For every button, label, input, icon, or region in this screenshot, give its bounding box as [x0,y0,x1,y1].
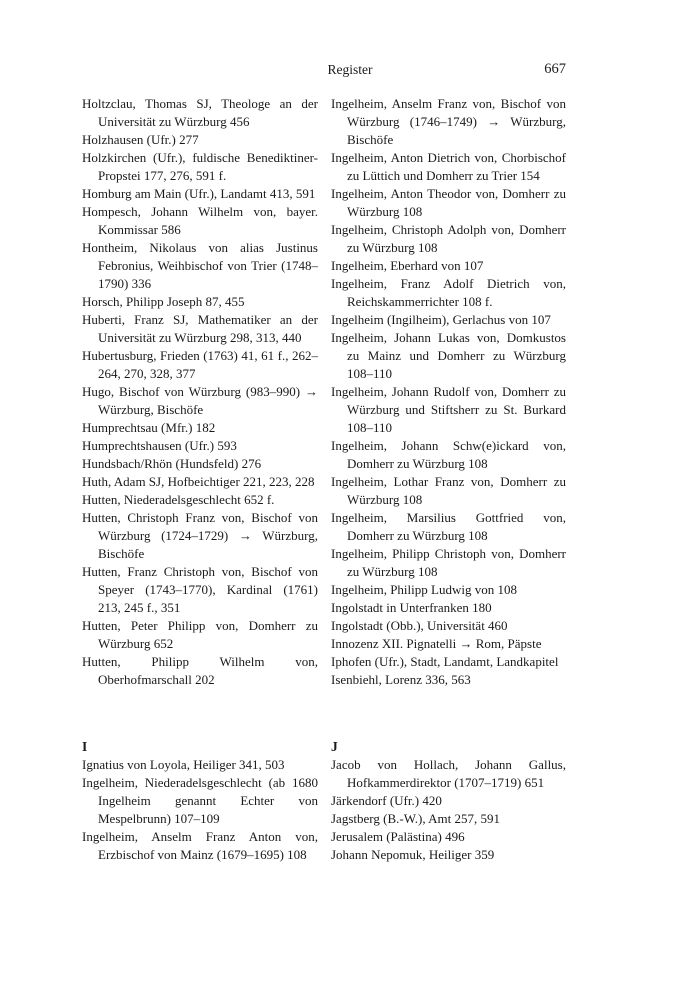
index-entry: Holzkirchen (Ufr.), fuldische Benediktiner-Propstei 177, 276, 591 f. [82,150,318,183]
index-entry: Ingelheim, Niederadelsgeschlecht (ab 1680 Ingelheim genannt Echter von Mespelbrunn) 107–109 [82,775,318,826]
running-head [0,62,700,82]
index-entry: Huth, Adam SJ, Hofbeichtiger 221, 223, 228 [82,474,315,489]
index-entry: Ingelheim, Anton Theodor von, Domherr zu Würzburg 108 [331,186,566,219]
index-entry: Ingelheim, Franz Adolf Dietrich von, Reichskammerrichter 108 f. [331,276,566,309]
index-entry: Jerusalem (Palästina) 496 [331,829,465,844]
index-column-left [82,95,318,689]
index-entry: Holtzclau, Thomas SJ, Theologe an der Universität zu Würzburg 456 [82,96,318,129]
index-entry: Hutten, Niederadelsgeschlecht 652 f. [82,492,275,507]
index-entry: Ignatius von Loyola, Heiliger 341, 503 [82,757,285,772]
index-entry: Ingelheim, Johann Rudolf von, Domherr zu Würzburg und Stiftsherr zu St. Burkard 108–110 [331,384,566,435]
running-head-title: Register [327,62,373,77]
index-entry: Hundsbach/Rhön (Hundsfeld) 276 [82,456,262,471]
index-entry: Ingelheim, Johann Lukas von, Domkustos zu Mainz und Domherr zu Würzburg 108–110 [331,330,566,381]
index-entry: Ingelheim, Anton Dietrich von, Chorbischof zu Lüttich und Domherr zu Trier 154 [331,150,566,183]
section-i [82,738,318,864]
index-entry: Hugo, Bischof von Würzburg (983–990) → Würzburg, Bischöfe [82,384,318,417]
index-entry: Ingelheim, Christoph Adolph von, Domherr zu Würzburg 108 [331,222,566,255]
index-entry: Humprechtshausen (Ufr.) 593 [82,438,237,453]
index-entry: Ingelheim, Philipp Christoph von, Domherr zu Würzburg 108 [331,546,566,579]
index-entry: Hompesch, Johann Wilhelm von, bayer. Kommissar 586 [82,204,318,237]
index-entry: Hutten, Peter Philipp von, Domherr zu Würzburg 652 [82,618,318,651]
index-entry: Hutten, Franz Christoph von, Bischof von Speyer (1743–1770), Kardinal (1761) 213, 245 f., 351 [82,564,318,615]
section-letter-i: I [82,739,88,754]
index-entry: Ingelheim, Marsilius Gottfried von, Domherr zu Würzburg 108 [331,510,566,543]
index-entry: Johann Nepomuk, Heiliger 359 [331,847,495,862]
index-entry: Horsch, Philipp Joseph 87, 455 [82,294,245,309]
index-entry: Ingelheim, Lothar Franz von, Domherr zu Würzburg 108 [331,474,566,507]
index-entry: Hutten, Philipp Wilhelm von, Oberhofmarschall 202 [82,654,318,687]
index-entry: Humprechtsau (Mfr.) 182 [82,420,216,435]
index-entry: Hontheim, Nikolaus von alias Justinus Febronius, Weihbischof von Trier (1748–1790) 336 [82,240,318,291]
index-column-right [331,95,566,689]
index-entry: Hutten, Christoph Franz von, Bischof von Würzburg (1724–1729) → Würzburg, Bischöfe [82,510,318,561]
index-entry: Innozenz XII. Pignatelli → Rom, Päpste [331,636,542,651]
index-entry: Jacob von Hollach, Johann Gallus, Hofkammerdirektor (1707–1719) 651 [331,757,566,790]
index-entry: Järkendorf (Ufr.) 420 [331,793,442,808]
index-entry: Holzhausen (Ufr.) 277 [82,132,199,147]
index-entry: Isenbiehl, Lorenz 336, 563 [331,672,471,687]
index-entry: Ingolstadt (Obb.), Universität 460 [331,618,508,633]
index-entry: Hubertusburg, Frieden (1763) 41, 61 f., 262–264, 270, 328, 377 [82,348,318,381]
index-entry: Ingelheim, Anselm Franz Anton von, Erzbischof von Mainz (1679–1695) 108 [82,829,318,862]
page-number: 667 [544,61,566,77]
index-entry: Ingelheim, Philipp Ludwig von 108 [331,582,517,597]
index-entry: Iphofen (Ufr.), Stadt, Landamt, Landkapitel [331,654,559,669]
section-letter-j: J [331,739,338,754]
index-entry: Jagstberg (B.-W.), Amt 257, 591 [331,811,500,826]
index-entry: Huberti, Franz SJ, Mathematiker an der Universität zu Würzburg 298, 313, 440 [82,312,318,345]
index-entry: Ingolstadt in Unterfranken 180 [331,600,492,615]
index-entry: Ingelheim, Anselm Franz von, Bischof von Würzburg (1746–1749) → Würzburg, Bischöfe [331,96,566,147]
index-entry: Ingelheim, Eberhard von 107 [331,258,484,273]
index-entry: Homburg am Main (Ufr.), Landamt 413, 591 [82,186,316,201]
index-entry: Ingelheim (Ingilheim), Gerlachus von 107 [331,312,551,327]
index-entry: Ingelheim, Johann Schw(e)ickard von, Domherr zu Würzburg 108 [331,438,566,471]
section-j [331,738,566,864]
